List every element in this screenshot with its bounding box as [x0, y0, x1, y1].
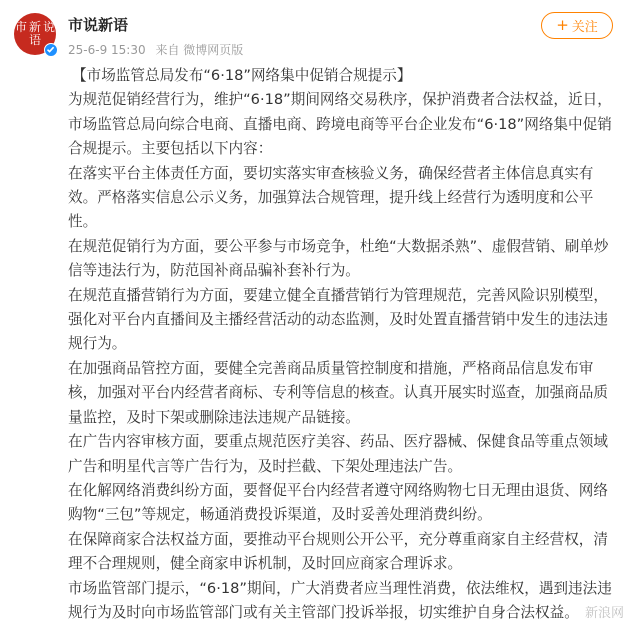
post-title: 【市场监管总局发布“6·18”网络集中促销合规提示】 — [72, 67, 412, 84]
post-paragraph: 在加强商品管控方面，要健全完善商品质量管控制度和措施，严格商品信息发布审核，加强对平台内经营者商标、专利等信息的核查。认真开展实时巡查，加强商品质量监控，及时下架或删除违法违规产品链接。 — [68, 359, 608, 426]
post-content — [68, 64, 618, 625]
post-meta — [68, 41, 249, 58]
follow-label: 关注 — [571, 20, 598, 35]
post-paragraph: 在化解网络消费纠纷方面，要督促平台内经营者遵守网络购物七日无理由退货、网络购物“三包”等规定，畅通消费投诉渠道，及时妥善处理消费纠纷。 — [68, 481, 608, 524]
plus-icon: + — [556, 16, 569, 34]
watermark: 新浪网 — [584, 606, 624, 621]
account-name[interactable]: 市说新语 — [68, 16, 129, 34]
post-paragraph: 在落实平台主体责任方面，要切实落实审查核验义务，确保经营者主体信息真实有效。严格落实信息公示义务，加强算法合规管理，提升线上经营行为透明度和公平性。 — [68, 164, 594, 231]
follow-button[interactable] — [541, 12, 613, 39]
post-paragraph: 市场监管部门提示，“6·18”期间，广大消费者应当理性消费，依法维权，遇到违法违规行为及时向市场监管部门或有关主管部门投诉举报，切实维护自身合法权益。 — [68, 579, 612, 621]
avatar-logo-text: 市 新 说 语 — [14, 20, 55, 47]
post-paragraph: 在保障商家合法权益方面，要推动平台规则公开公平，充分尊重商家自主经营权，清理不合理规则，健全商家申诉机制，及时回应商家合理诉求。 — [68, 530, 608, 573]
post-source: 来自 微博网页版 — [155, 43, 244, 57]
post-paragraph: 在广告内容审核方面，要重点规范医疗美容、药品、医疗器械、保健食品等重点领域广告和明星代言等广告行为，及时拦截、下架处理违法广告。 — [68, 433, 608, 475]
post-paragraph: 为规范促销经营行为，维护“6·18”期间网络交易秩序，保护消费者合法权益，近日，市场监管总局向综合电商、直播电商、跨境电商等平台企业发布“6·18”网络集中促销合规提示。主要包括以下内容： — [68, 91, 612, 158]
post-paragraph: 在规范直播营销行为方面，要建立健全直播营销行为管理规范，完善风险识别模型，强化对平台内直播间及主播经营活动的动态监测，及时处置直播营销中发生的违法违规行为。 — [68, 286, 608, 353]
verified-badge-icon — [44, 43, 58, 57]
post-time[interactable]: 25-6-9 15:30 — [68, 43, 146, 57]
post-header — [0, 0, 630, 64]
post-paragraph: 在规范促销行为方面，要公平参与市场竞争，杜绝“大数据杀熟”、虚假营销、刷单炒信等违法行为，防范国补商品骗补套补行为。 — [68, 237, 609, 280]
